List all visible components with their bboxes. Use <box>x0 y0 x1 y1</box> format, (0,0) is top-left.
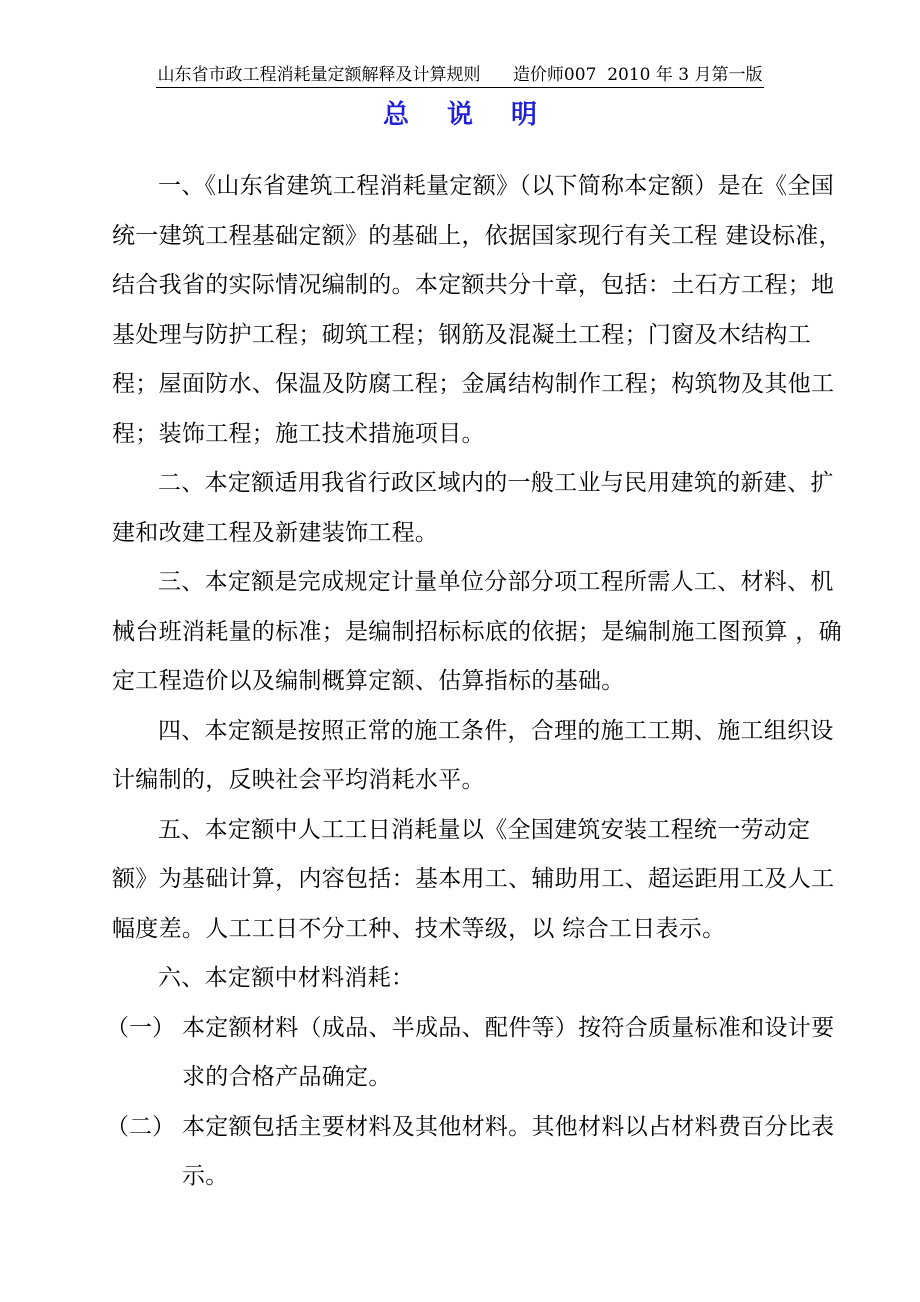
list-item-text: 本定额包括主要材料及其他材料。其他材料以占材料费百分比表示。 <box>182 1113 835 1189</box>
list-item <box>106 1004 842 1103</box>
paragraph-1: 一、《山东省建筑工程消耗量定额》（以下简称本定额）是在《全国统一建筑工程基础定额》的基础上，依据国家现行有关工程 建设标准，结合我省的实际情况编制的。本定额共分十章，包括：土石方工程；地基处理与防护工程；砌筑工程；钢筋及混凝土工程；门窗及木结构工程；屋面防水、保温及防腐工程；金属结构制作工程；构筑物及其他工程；装饰工程；施工技术措施项目。 <box>112 173 842 447</box>
paragraph-4: 四、本定额是按照正常的施工条件，合理的施工工期、施工组织设计编制的，反映社会平均消耗水平。 <box>112 717 834 793</box>
list-item-number: （二） <box>106 1113 175 1140</box>
header-document-title: 山东省市政工程消耗量定额解释及计算规则 <box>157 65 481 85</box>
paragraph-6: 六、本定额中材料消耗： <box>158 965 415 991</box>
document-body <box>106 162 842 1202</box>
paragraph-5: 五、本定额中人工工日消耗量以《全国建筑安装工程统一劳动定额》为基础计算，内容包括：基本用工、辅助用工、超运距用工及人工幅度差。人工工日不分工种、技术等级，以 综合工日表示。 <box>112 816 835 942</box>
page-header <box>0 64 920 88</box>
paragraph-3: 三、本定额是完成规定计量单位分部分项工程所需人工、材料、机械台班消耗量的标准；是编制招标标底的依据；是编制施工图预算 ，确定工程造价以及编制概算定额、估算指标的基础。 <box>112 569 842 694</box>
list-item-text: 本定额材料（成品、半成品、配件等）按符合质量标准和设计要求的合格产品确定。 <box>182 1014 835 1090</box>
header-underline <box>156 64 765 88</box>
list-item-number: （一） <box>106 1014 175 1041</box>
page-title: 总说明 <box>382 100 575 130</box>
header-edition: 造价师007 2010 年 3 月第一版 <box>512 65 763 85</box>
paragraph-2: 二、本定额适用我省行政区域内的一般工业与民用建筑的新建、扩建和改建工程及新建装饰工程。 <box>112 470 834 546</box>
list-item <box>106 1103 842 1202</box>
